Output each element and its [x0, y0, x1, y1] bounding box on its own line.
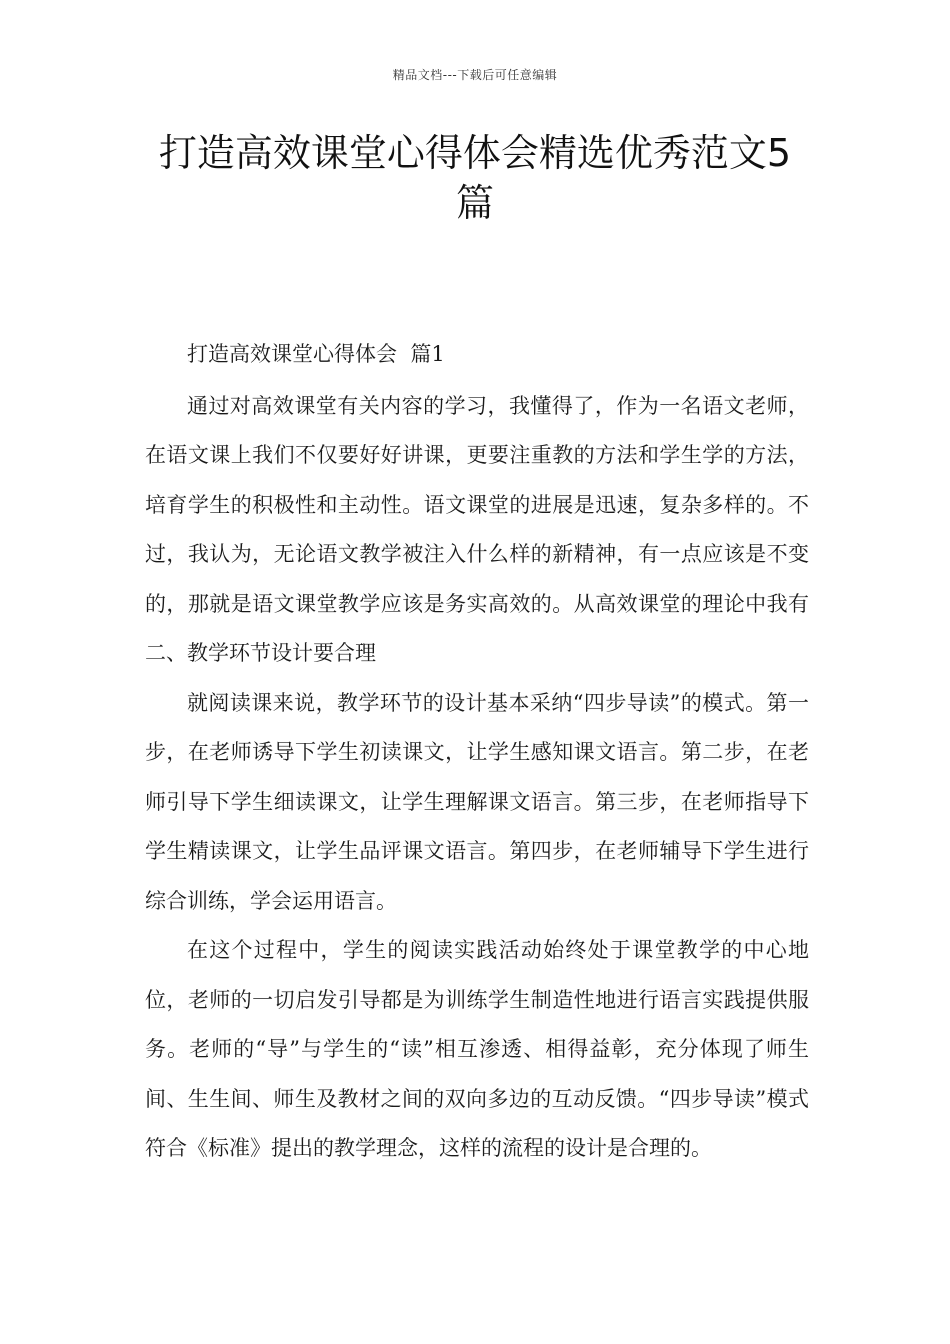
paragraph: 通过对高效课堂有关内容的学习，我懂得了，作为一名语文老师，在语文课上我们不仅要好好讲课，更要注重教的方法和学生学的方法，培育学生的积极性和主动性。语文课堂的进展是迅速，复杂多样的。不过，我认为，无论语文教学被注入什么样的新精神，有一点应该是不变的，那就是语文课堂教学应该是务实高效的。从高效课堂的理论中我有二、教学环节设计要合理: [145, 393, 809, 665]
document-title: 打造高效课堂心得体会精选优秀范文5篇: [158, 131, 792, 225]
section-heading: 打造高效课堂心得体会 篇1: [187, 342, 445, 366]
paragraph: 在这个过程中，学生的阅读实践活动始终处于课堂教学的中心地位，老师的一切启发引导都是为训练学生制造性地进行语言实践提供服务。老师的“导”与学生的“读”相互渗透、相得益彰，充分体现了师生间、生生间、师生及教材之间的双向多边的互动反馈。“四步导读”模式符合《标准》提出的教学理念，这样的流程的设计是合理的。: [145, 938, 809, 1160]
document-body: [145, 330, 809, 1174]
header-note: 精品文档---下载后可任意编辑: [392, 68, 558, 82]
paragraph: 就阅读课来说，教学环节的设计基本采纳“四步导读”的模式。第一步，在老师诱导下学生初读课文，让学生感知课文语言。第二步，在老师引导下学生细读课文，让学生理解课文语言。第三步，在老师指导下学生精读课文，让学生品评课文语言。第四步，在老师辅导下学生进行综合训练，学会运用语言。: [145, 690, 809, 913]
